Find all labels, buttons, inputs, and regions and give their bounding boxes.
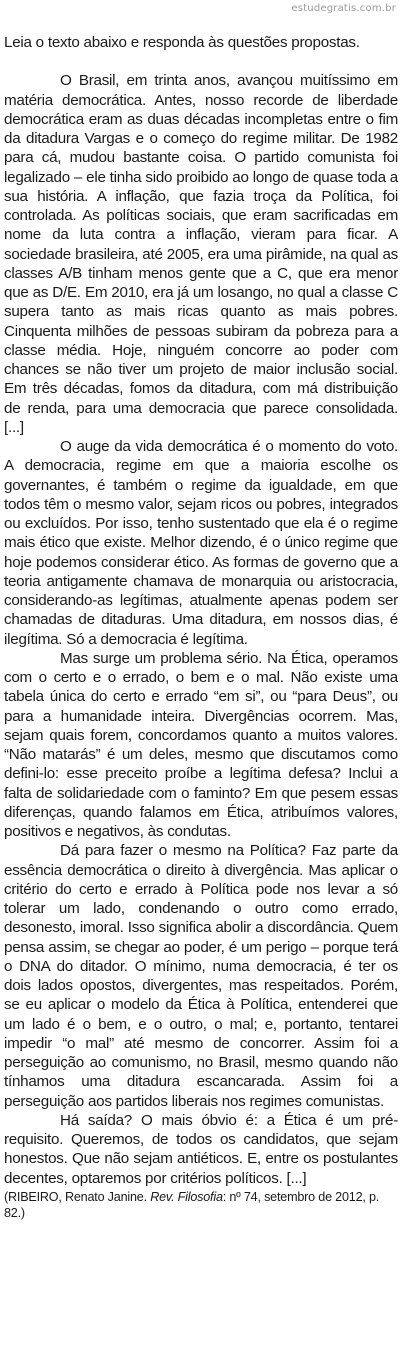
paragraph-1: O Brasil, em trinta anos, avançou muitíssimo em matéria democrática. Antes, nosso recorde de liberdade democrática eram as duas décadas incompletas entre o fim da ditadura Vargas e o começo do regime militar. De 1982 para cá, mudou bastante coisa. O partido comunista foi legalizado – ele tinha sido proibido ao longo de quase toda a sua história. A inflação, que fazia troça da Política, foi controlada. As políticas sociais, que eram sacrificadas em nome da luta contra a inflação, vieram para ficar. A sociedade brasileira, até 2005, era uma pirâmide, na qual as classes A/B tinham menos gente que a C, que era menor que as D/E. Em 2010, era já um losango, no qual a classe C supera tanto as mais ricas quanto as mais pobres. Cinquenta milhões de pessoas subiram da pobreza para a classe média. Hoje, ninguém concorre ao poder com chances se não tiver um projeto de maior inclusão social. Em três décadas, fomos da ditadura, com má distribuição de renda, para uma democracia que parece consolidada. [...] [4,72,398,436]
instruction-text: Leia o texto abaixo e responda às questões propostas. [4,34,360,51]
paragraph-2: O auge da vida democrática é o momento do voto. A democracia, regime em que a maioria escolhe os governantes, é também o regime da igualdade, em que todos têm o mesmo valor, sejam ricos ou pobres, integrados ou excluídos. Por isso, tenho sustentado que ela é o regime mais ético que existe. Melhor dizendo, é o único regime que hoje podemos considerar ético. As formas de governo que a teoria antigamente chamava de monarquia ou aristocracia, considerando-as legítimas, atualmente apenas podem ser chamadas de ditaduras. Uma ditadura, em nossos dias, é ilegítima. Só a democracia é legítima. [4,438,398,648]
citation-journal: Rev. Filosofia [150,1189,223,1204]
source-citation [4,1189,398,1222]
citation-author: (RIBEIRO, Renato Janine. [4,1189,151,1204]
citation-details: : nº 74, setembro de 2012, p. 82.) [4,1189,380,1221]
paragraph-5: Há saída? O mais óbvio é: a Ética é um pré-requisito. Queremos, de todos os candidatos, que sejam honestos. Que não sejam antiéticos. E, entre os postulantes decentes, optaremos por critérios políticos. [...] [4,1111,398,1187]
site-watermark: estudegratis.com.br [291,3,396,14]
paragraph-3: Mas surge um problema sério. Na Ética, operamos com o certo e o errado, o bem e o mal. Não existe uma tabela única do certo e errado “em si”, ou “para Deus”, ou para a humanidade inteira. Divergências ocorrem. Mas, sejam quais forem, concordamos quanto a muitos valores. “Não matarás” é um deles, mesmo que discutamos como defini-lo: esse preceito proíbe a legítima defesa? Inclui a falta de solidariedade com o faminto? Em que pesem essas diferenças, quando falamos em Ética, atribuímos valores, positivos e negativos, às condutas. [4,649,398,840]
paragraph-4: Dá para fazer o mesmo na Política? Faz parte da essência democrática o direito à divergência. Mas aplicar o critério do certo e errado à Política pode nos levar a só tolerar um lado, condenando o outro como errado, desonesto, imoral. Isso significa abolir a discordância. Quem pensa assim, se chegar ao poder, é um perigo – porque terá o DNA do ditador. O mínimo, numa democracia, é ter os dois lados opostos, divergentes, mas respeitados. Porém, se eu aplicar o modelo da Ética à Política, entenderei que um lado é o bem, e o outro, o mal; e, portanto, tentarei impedir “o mal” até mesmo de concorrer. Assim foi a perseguição ao comunismo, no Brasil, mesmo quando não tínhamos uma ditadura escancarada. Assim foi a perseguição aos partidos liberais nos regimes comunistas. [4,842,398,1110]
reading-text [4,33,398,1222]
